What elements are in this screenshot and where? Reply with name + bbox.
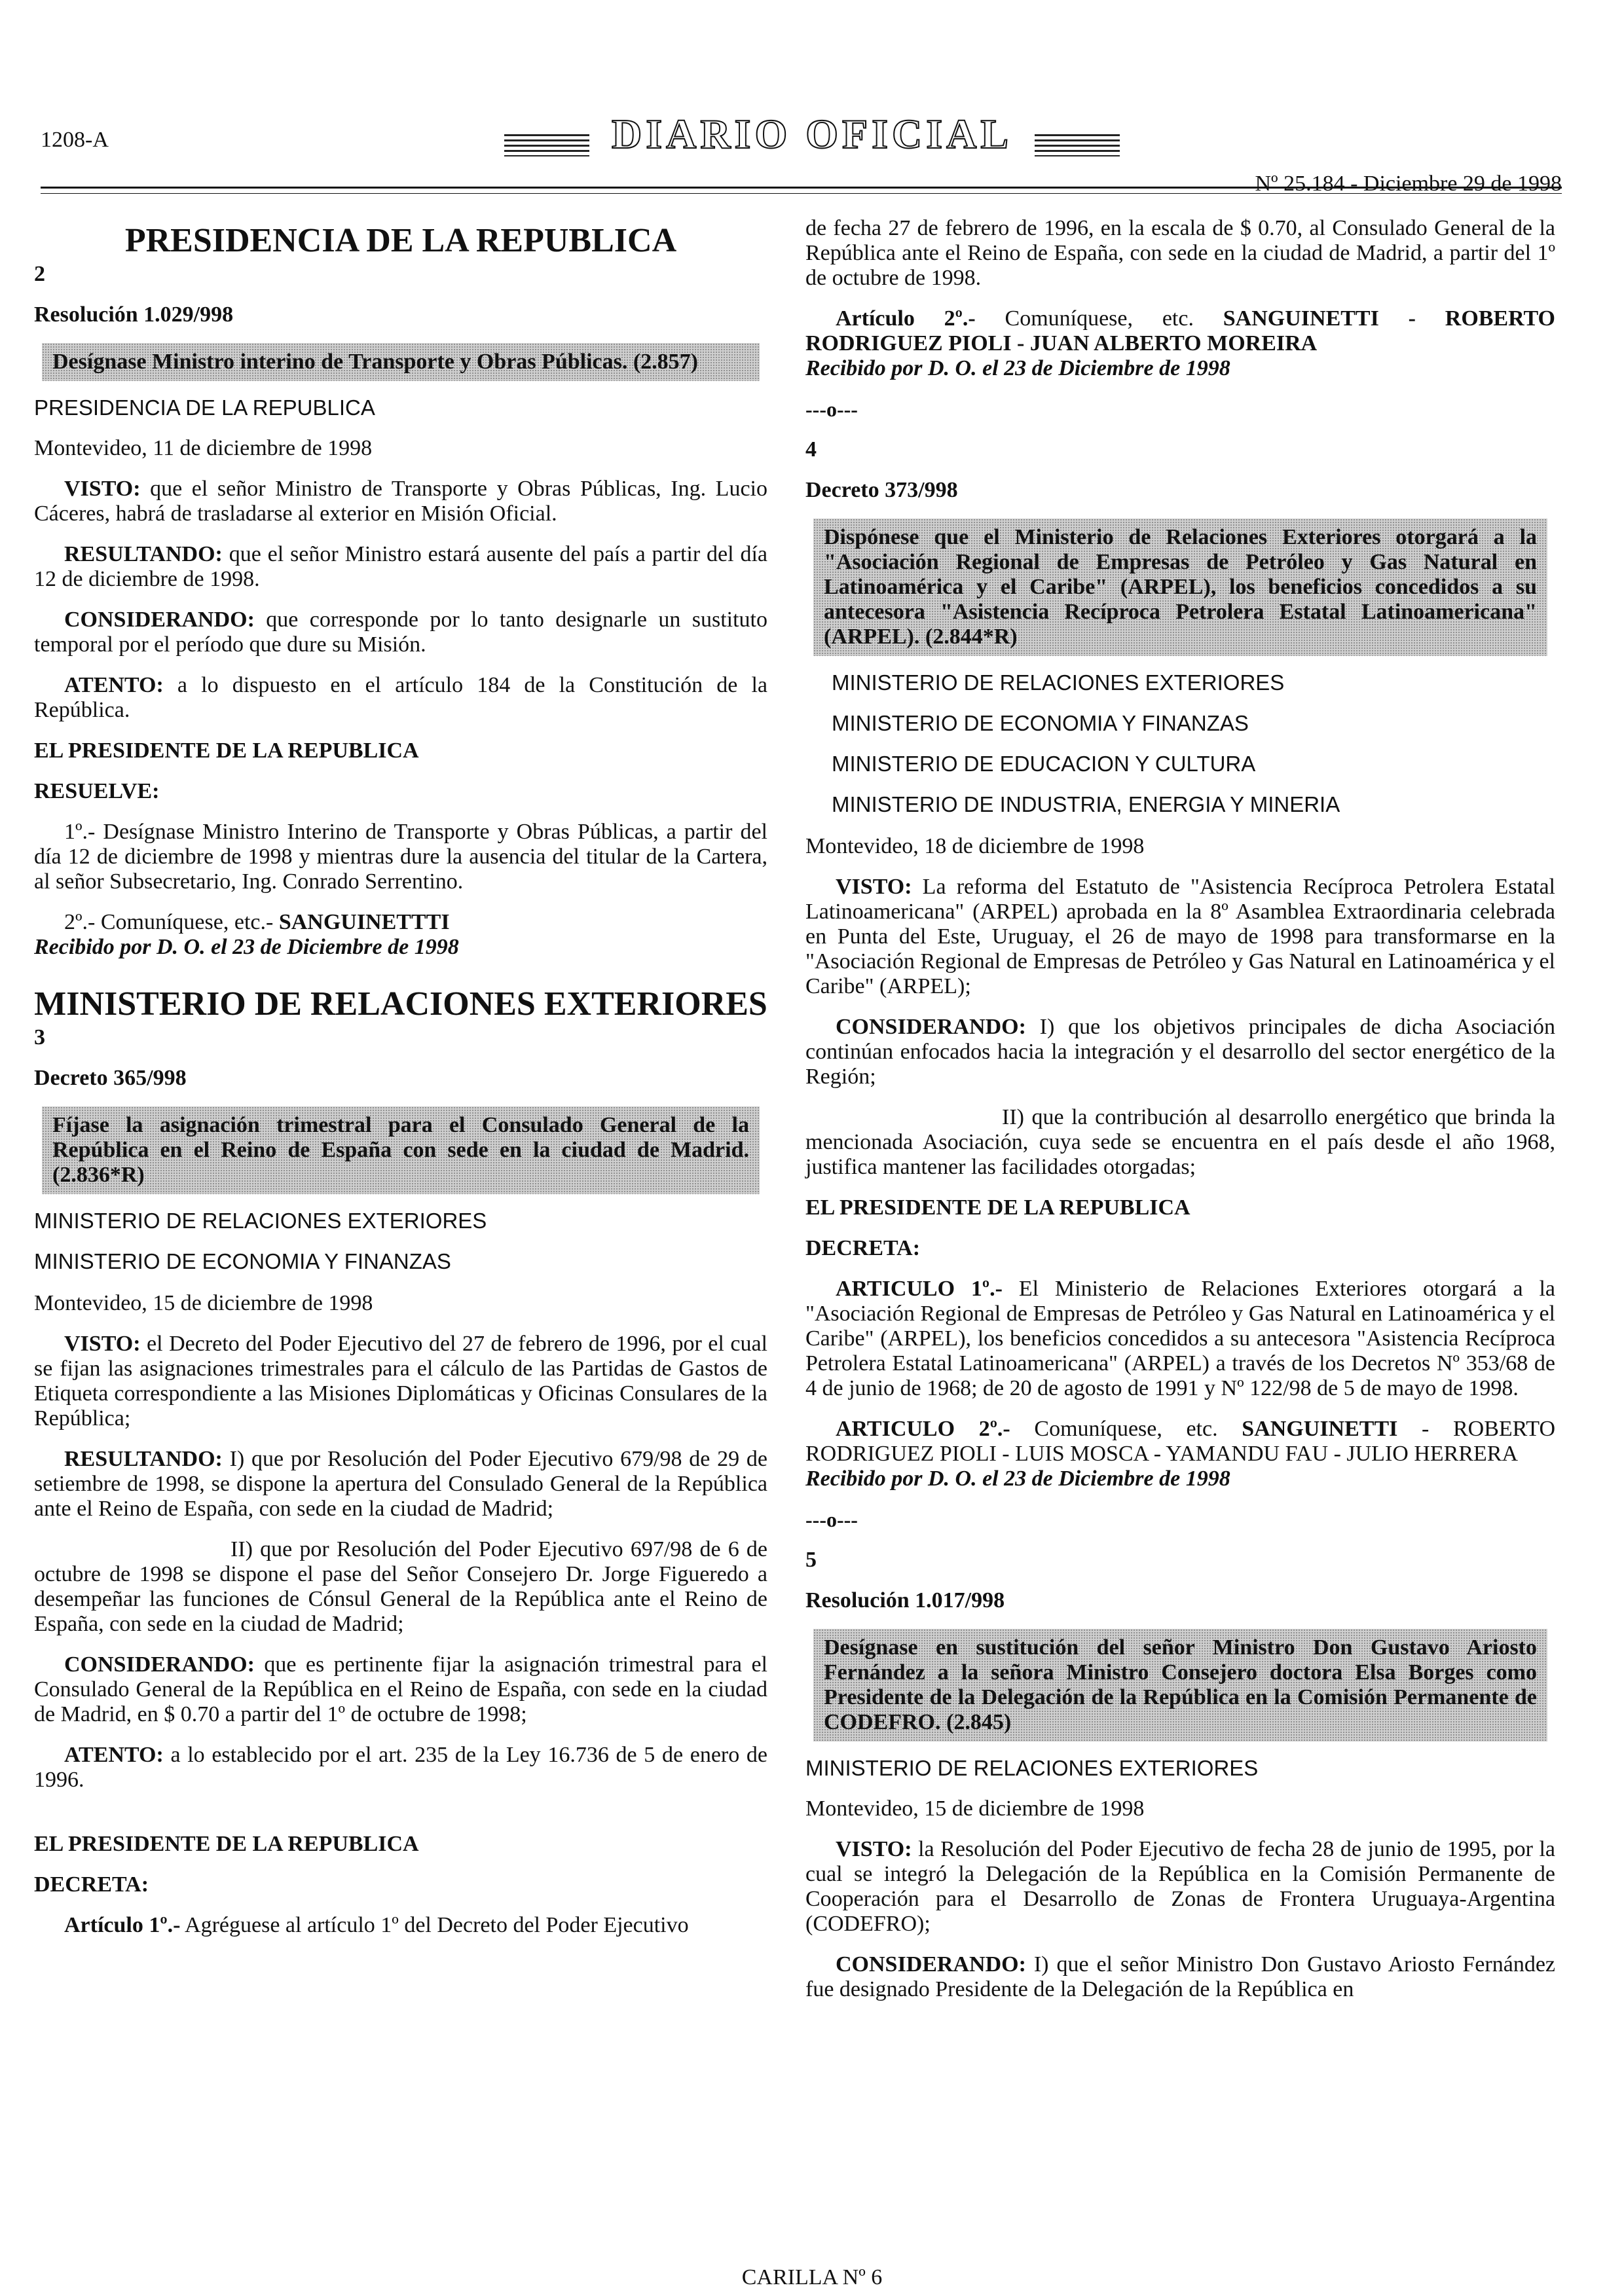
considerando-text: que corresponde por lo tanto designarle un sustituto temporal por el período que dure su Misión. [34, 608, 767, 657]
visto-text: La reforma del Estatuto de "Asistencia Recíproca Petrolera Estatal Latinoamericana" (ARPEL) aprobada en la 8º Asamblea Extraordinaria celebrada en Punta del Este, Uruguay, el 26 de mayo de 1998 para transformarse en la "Asociación Regional de Empresas de Petróleo y Gas Natural en Latinoamérica y el Caribe" (ARPEL); [805, 875, 1555, 998]
summary-box: Dispónese que el Ministerio de Relaciones Exteriores otorgará a la "Asociación Regional de Empresas de Petróleo y Gas Natural en Latinoamérica y el Caribe" (ARPEL), los beneficios concedidos a su antecesora "Asistencia Recíproca Petrolera Estatal Latinoamericana" (ARPEL). (2.844*R) [813, 519, 1547, 656]
considerando-label: CONSIDERANDO: [64, 608, 255, 632]
issuing-agencies [34, 1209, 767, 1274]
received-note: Recibido por D. O. el 23 de Diciembre de 1998 [34, 935, 459, 959]
article-label: ARTICULO 2º.- [836, 1417, 1010, 1441]
visto-paragraph [34, 1332, 767, 1431]
visto-label: VISTO: [836, 875, 912, 899]
summary-box: Fíjase la asignación trimestral para el Consulado General de la República en el Reino de España con sede en la ciudad de Madrid. (2.836*R) [42, 1106, 760, 1194]
signature: SANGUINETTI [1242, 1417, 1398, 1441]
issuing-agency: MINISTERIO DE EDUCACION Y CULTURA [832, 752, 1256, 776]
president-heading: EL PRESIDENTE DE LA REPUBLICA [34, 1832, 419, 1856]
co-signatories: - ROBERTO RODRIGUEZ PIOLI - LUIS MOSCA - YAMANDU FAU - JULIO HERRERA [805, 1417, 1555, 1466]
masthead-logo [0, 110, 1624, 158]
resultando-paragraph [34, 542, 767, 592]
article-1 [34, 1913, 767, 1938]
page-footer: CARILLA Nº 6 [741, 2265, 883, 2289]
resultando-text: I) que por Resolución del Poder Ejecutivo 679/98 de 29 de setiembre de 1998, se dispone la apertura del Consulado General de la República ante el Reino de España, con sede en la ciudad de Madrid; [34, 1447, 767, 1521]
masthead-title: DIARIO OFICIAL [611, 111, 1013, 157]
resultando-label: RESULTANDO: [64, 542, 223, 566]
page-code: 1208-A [41, 128, 109, 152]
visto-label: VISTO: [836, 1837, 912, 1861]
considerando-label: CONSIDERANDO: [836, 1952, 1026, 1977]
article-label: Artículo 1º.- [64, 1913, 181, 1937]
visto-text: la Resolución del Poder Ejecutivo de fecha 28 de junio de 1995, por la cual se integró la Delegación de la República en la Comisión Permanente de Cooperación para el Desarrollo de Zonas de Frontera Uruguaya-Argentina (CODEFRO); [805, 1837, 1555, 1936]
atento-paragraph [34, 1743, 767, 1793]
atento-label: ATENTO: [64, 1743, 164, 1767]
decreta-heading: DECRETA: [805, 1236, 921, 1260]
issuing-agency: MINISTERIO DE RELACIONES EXTERIORES [34, 1209, 487, 1233]
issue-number: Nº 25.184 - Diciembre 29 de 1998 [1255, 172, 1562, 196]
document-date: Montevideo, 15 de diciembre de 1998 [34, 1291, 373, 1315]
document-date: Montevideo, 15 de diciembre de 1998 [805, 1796, 1145, 1821]
header-rule-thin [41, 193, 1562, 194]
atento-paragraph [34, 673, 767, 723]
article-text: El Ministerio de Relaciones Exteriores otorgará a la "Asociación Regional de Empresas de Petróleo y Gas Natural en Latinoamérica y el Caribe" (ARPEL), los beneficios concedidos a su antecesora "Asistencia Recíproca Petrolera Estatal Latinoamericana" (ARPEL) a través de los Decretos Nº 353/68 de 4 de junio de 1968; de 20 de agosto de 1991 y Nº 122/98 de 5 de mayo de 1998. [805, 1277, 1555, 1400]
signature: SANGUINETTI - ROBERTO RODRIGUEZ PIOLI - JUAN ALBERTO MOREIRA [805, 306, 1555, 355]
issuing-agencies [805, 670, 1555, 817]
article-text: Agréguese al artículo 1º del Decreto del Poder Ejecutivo [180, 1913, 689, 1937]
president-heading: EL PRESIDENTE DE LA REPUBLICA [34, 738, 419, 763]
item-number: 2 [34, 262, 45, 286]
summary-box: Desígnase Ministro interino de Transporte y Obras Públicas. (2.857) [42, 343, 760, 381]
issuing-agency: MINISTERIO DE ECONOMIA Y FINANZAS [832, 711, 1249, 735]
considerando-paragraph [34, 608, 767, 657]
considerando-text: I) que los objetivos principales de dicha Asociación continúan enfocados hacia la integración y el desarrollo del sector energético de la Región; [805, 1015, 1555, 1089]
visto-paragraph [34, 477, 767, 526]
considerando-text: que es pertinente fijar la asignación trimestral para el Consulado General de la República en el Reino de España, con sede en la ciudad de Madrid, en $ 0.70 a partir del 1º de octubre de 1998; [34, 1652, 767, 1726]
document-reference: Decreto 365/998 [34, 1066, 187, 1090]
article-2-text: 2º.- Comuníquese, etc.- [64, 910, 279, 934]
article-1 [805, 1277, 1555, 1401]
issuing-agency: PRESIDENCIA DE LA REPUBLICA [34, 395, 375, 420]
resultando-text: que el señor Ministro estará ausente del país a partir del día 12 de diciembre de 1998. [34, 542, 767, 591]
document-reference: Decreto 373/998 [805, 478, 958, 502]
decreta-heading: DECRETA: [34, 1872, 149, 1897]
separator: ---o--- [805, 397, 858, 421]
considerando-label: CONSIDERANDO: [836, 1015, 1026, 1039]
masthead-bars-right-icon [1035, 134, 1120, 156]
continued-paragraph: de fecha 27 de febrero de 1996, en la escala de $ 0.70, al Consulado General de la República ante el Reino de España, con sede en la ciudad de Madrid, a partir del 1º de octubre de 1998. [805, 216, 1555, 290]
received-note: Recibido por D. O. el 23 de Diciembre de 1998 [805, 1467, 1230, 1491]
separator: ---o--- [805, 1508, 858, 1531]
left-column [34, 216, 767, 1954]
visto-label: VISTO: [64, 477, 141, 501]
visto-paragraph [805, 875, 1555, 999]
section-title-presidencia: PRESIDENCIA DE LA REPUBLICA [124, 222, 677, 259]
item-number: 5 [805, 1548, 817, 1572]
considerando-paragraph-2: II) que la contribución al desarrollo energético que brinda la mencionada Asociación, cuya sede se encuentra en el país desde el año 1968, justifica mantener las facilidades otorgadas; [805, 1105, 1555, 1179]
document-reference: Resolución 1.029/998 [34, 302, 234, 327]
article-2 [805, 306, 1555, 356]
considerando-paragraph [805, 1015, 1555, 1089]
header-rule [41, 187, 1562, 189]
president-heading: EL PRESIDENTE DE LA REPUBLICA [805, 1195, 1190, 1220]
considerando-paragraph [805, 1952, 1555, 2002]
resuelve-heading: RESUELVE: [34, 779, 160, 803]
masthead-bars-left-icon [504, 134, 589, 156]
article-label: ARTICULO 1º.- [836, 1277, 1003, 1301]
considerando-label: CONSIDERANDO: [64, 1652, 255, 1677]
resultando-label: RESULTANDO: [64, 1447, 223, 1471]
article-text: Comuníquese, etc. [975, 306, 1223, 331]
visto-text: el Decreto del Poder Ejecutivo del 27 de febrero de 1996, por el cual se fijan las asignaciones trimestrales para el cálculo de las Partidas de Gastos de Etiqueta correspondiente a las Misiones Diplomáticas y Oficinas Consulares de la República; [34, 1332, 767, 1430]
section-title-relaciones-exteriores: MINISTERIO DE RELACIONES EXTERIORES [34, 985, 767, 1023]
signature: SANGUINETTTI [278, 910, 450, 934]
received-note: Recibido por D. O. el 23 de Diciembre de 1998 [805, 356, 1230, 380]
summary-box: Desígnase en sustitución del señor Ministro Don Gustavo Ariosto Fernández a la señora Ministro Consejero doctora Elsa Borges como Presidente de la Delegación de la República en la Comisión Permanente de CODEFRO. (2.845) [813, 1629, 1547, 1741]
document-date: Montevideo, 11 de diciembre de 1998 [34, 436, 373, 460]
atento-text: a lo establecido por el art. 235 de la Ley 16.736 de 5 de enero de 1996. [34, 1743, 767, 1792]
visto-paragraph [805, 1837, 1555, 1937]
issuing-agency: MINISTERIO DE RELACIONES EXTERIORES [832, 670, 1285, 695]
considerando-text: I) que el señor Ministro Don Gustavo Ariosto Fernández fue designado Presidente de la Delegación de la República en [805, 1952, 1555, 2001]
resultando-paragraph-2: II) que por Resolución del Poder Ejecutivo 697/98 de 6 de octubre de 1998 se dispone el pase del Señor Consejero Dr. Jorge Figueredo a desempeñar las funciones de Cónsul General de la República ante el Reino de España, con sede en la ciudad de Madrid; [34, 1537, 767, 1636]
issuing-agency: MINISTERIO DE RELACIONES EXTERIORES [805, 1756, 1259, 1780]
article-2 [805, 1417, 1555, 1467]
visto-label: VISTO: [64, 1332, 141, 1356]
article-label: Artículo 2º.- [836, 306, 976, 331]
article-1: 1º.- Desígnase Ministro Interino de Transporte y Obras Públicas, a partir del día 12 de diciembre de 1998 y mientras dure la ausencia del titular de la Cartera, al señor Subsecretario, Ing. Conrado Serrentino. [34, 820, 767, 894]
document-date: Montevideo, 18 de diciembre de 1998 [805, 834, 1145, 858]
visto-text: que el señor Ministro de Transporte y Obras Públicas, Ing. Lucio Cáceres, habrá de trasladarse al exterior en Misión Oficial. [34, 477, 767, 526]
atento-label: ATENTO: [64, 673, 164, 697]
considerando-paragraph [34, 1652, 767, 1727]
issuing-agency: MINISTERIO DE INDUSTRIA, ENERGIA Y MINERIA [832, 792, 1340, 816]
item-number: 4 [805, 437, 817, 462]
article-text: Comuníquese, etc. [1010, 1417, 1242, 1441]
atento-text: a lo dispuesto en el artículo 184 de la Constitución de la República. [34, 673, 767, 722]
article-2 [34, 910, 767, 935]
item-number: 3 [34, 1025, 45, 1049]
right-column [805, 216, 1555, 2018]
resultando-paragraph [34, 1447, 767, 1522]
document-reference: Resolución 1.017/998 [805, 1588, 1005, 1613]
issuing-agency: MINISTERIO DE ECONOMIA Y FINANZAS [34, 1249, 451, 1273]
